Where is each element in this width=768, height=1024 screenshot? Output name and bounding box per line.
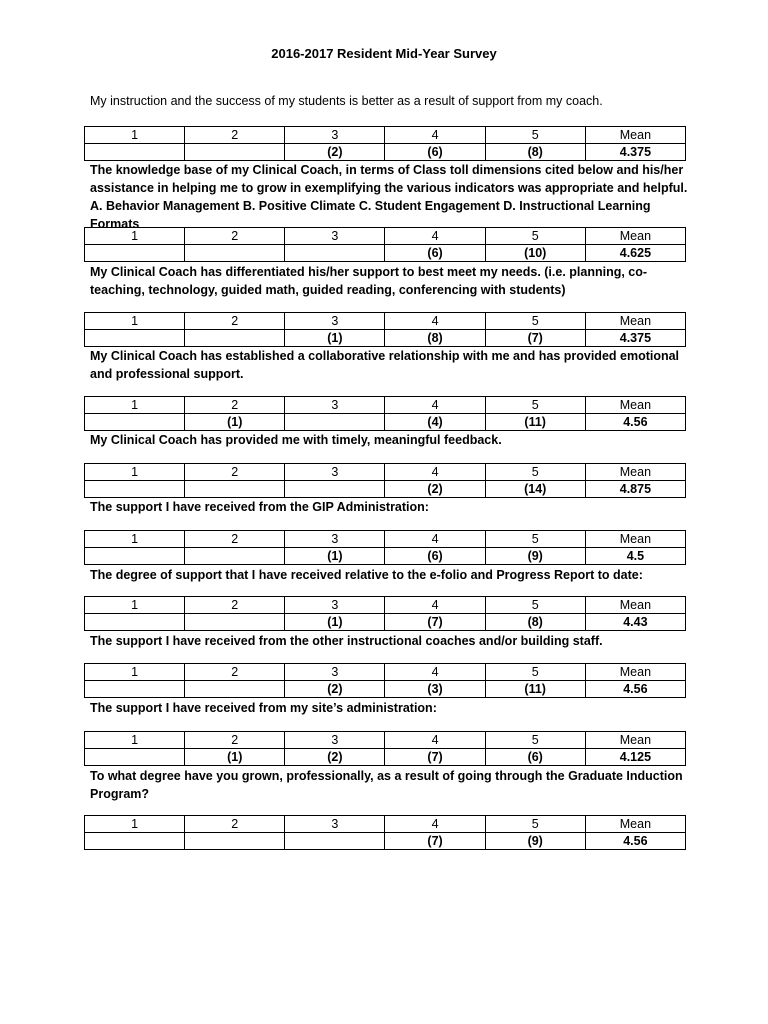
rating-table	[84, 312, 686, 347]
count-cell: (11)	[485, 414, 585, 431]
mean-value-cell: 4.5	[585, 548, 685, 565]
scale-header-cell: 4	[385, 127, 485, 144]
count-cell: (2)	[385, 481, 485, 498]
rating-table	[84, 663, 686, 698]
scale-header-cell: 4	[385, 228, 485, 245]
scale-header-cell: 3	[285, 228, 385, 245]
count-cell	[85, 245, 185, 262]
count-cell	[85, 144, 185, 161]
count-cell	[85, 548, 185, 565]
count-cell: (2)	[285, 681, 385, 698]
scale-header-cell: 5	[485, 597, 585, 614]
scale-header-cell: 3	[285, 816, 385, 833]
rating-header-row	[85, 732, 686, 749]
scale-header-cell: 5	[485, 228, 585, 245]
scale-header-cell: 2	[185, 228, 285, 245]
question-text: The support I have received from the other instructional coaches and/or building staff.	[90, 634, 603, 648]
scale-header-cell: 2	[185, 313, 285, 330]
count-cell: (1)	[185, 749, 285, 766]
count-cell: (10)	[485, 245, 585, 262]
rating-table	[84, 126, 686, 161]
scale-header-cell: 3	[285, 531, 385, 548]
count-cell	[185, 481, 285, 498]
question-text: My instruction and the success of my students is better as a result of support from my coach.	[90, 94, 603, 108]
scale-header-cell: 4	[385, 664, 485, 681]
mean-value-cell: 4.56	[585, 833, 685, 850]
count-cell: (8)	[485, 144, 585, 161]
count-cell: (1)	[185, 414, 285, 431]
count-cell: (9)	[485, 833, 585, 850]
question-text: My Clinical Coach has differentiated his/her support to best meet my needs. (i.e. planning, co-teaching, technology, guided math, guided reading, conferencing with students)	[90, 265, 648, 297]
rating-header-row	[85, 816, 686, 833]
rating-values-row	[85, 144, 686, 161]
mean-header-cell: Mean	[585, 732, 685, 749]
rating-header-row	[85, 397, 686, 414]
scale-header-cell: 3	[285, 597, 385, 614]
scale-header-cell: 2	[185, 664, 285, 681]
count-cell: (1)	[285, 330, 385, 347]
scale-header-cell: 4	[385, 732, 485, 749]
rating-values-row	[85, 481, 686, 498]
scale-header-cell: 2	[185, 397, 285, 414]
count-cell: (4)	[385, 414, 485, 431]
count-cell	[185, 614, 285, 631]
mean-header-cell: Mean	[585, 664, 685, 681]
count-cell: (1)	[285, 548, 385, 565]
mean-value-cell: 4.375	[585, 330, 685, 347]
mean-header-cell: Mean	[585, 313, 685, 330]
count-cell: (7)	[385, 614, 485, 631]
count-cell: (6)	[385, 548, 485, 565]
rating-values-row	[85, 245, 686, 262]
rating-header-row	[85, 127, 686, 144]
count-cell: (1)	[285, 614, 385, 631]
scale-header-cell: 5	[485, 816, 585, 833]
rating-table	[84, 227, 686, 262]
count-cell	[85, 481, 185, 498]
rating-header-row	[85, 664, 686, 681]
scale-header-cell: 1	[85, 664, 185, 681]
scale-header-cell: 3	[285, 397, 385, 414]
scale-header-cell: 4	[385, 313, 485, 330]
scale-header-cell: 2	[185, 732, 285, 749]
scale-header-cell: 2	[185, 816, 285, 833]
rating-values-row	[85, 414, 686, 431]
mean-value-cell: 4.56	[585, 681, 685, 698]
question-text: The support I have received from the GIP Administration:	[90, 500, 429, 514]
mean-header-cell: Mean	[585, 531, 685, 548]
mean-header-cell: Mean	[585, 816, 685, 833]
rating-header-row	[85, 464, 686, 481]
count-cell	[85, 414, 185, 431]
scale-header-cell: 3	[285, 313, 385, 330]
scale-header-cell: 4	[385, 597, 485, 614]
rating-values-row	[85, 614, 686, 631]
rating-table	[84, 731, 686, 766]
rating-values-row	[85, 681, 686, 698]
rating-table	[84, 815, 686, 850]
scale-header-cell: 1	[85, 397, 185, 414]
rating-table	[84, 530, 686, 565]
count-cell: (9)	[485, 548, 585, 565]
scale-header-cell: 3	[285, 127, 385, 144]
count-cell	[185, 330, 285, 347]
rating-values-row	[85, 749, 686, 766]
mean-value-cell: 4.43	[585, 614, 685, 631]
count-cell	[285, 414, 385, 431]
mean-value-cell: 4.56	[585, 414, 685, 431]
mean-header-cell: Mean	[585, 127, 685, 144]
rating-table	[84, 463, 686, 498]
count-cell	[85, 330, 185, 347]
scale-header-cell: 3	[285, 732, 385, 749]
question-text: My Clinical Coach has established a collaborative relationship with me and has provided emotional and professional support.	[90, 349, 680, 381]
count-cell: (14)	[485, 481, 585, 498]
mean-header-cell: Mean	[585, 597, 685, 614]
scale-header-cell: 1	[85, 127, 185, 144]
rating-values-row	[85, 330, 686, 347]
count-cell	[185, 681, 285, 698]
scale-header-cell: 5	[485, 531, 585, 548]
count-cell: (3)	[385, 681, 485, 698]
mean-value-cell: 4.625	[585, 245, 685, 262]
scale-header-cell: 4	[385, 531, 485, 548]
scale-header-cell: 2	[185, 464, 285, 481]
question-text: The support I have received from my site’s administration:	[90, 701, 437, 715]
count-cell: (8)	[385, 330, 485, 347]
scale-header-cell: 1	[85, 732, 185, 749]
count-cell	[185, 144, 285, 161]
count-cell	[85, 681, 185, 698]
scale-header-cell: 3	[285, 464, 385, 481]
count-cell: (7)	[385, 833, 485, 850]
scale-header-cell: 1	[85, 597, 185, 614]
mean-header-cell: Mean	[585, 464, 685, 481]
rating-table	[84, 396, 686, 431]
rating-header-row	[85, 313, 686, 330]
rating-values-row	[85, 833, 686, 850]
count-cell	[185, 245, 285, 262]
count-cell: (11)	[485, 681, 585, 698]
scale-header-cell: 4	[385, 816, 485, 833]
scale-header-cell: 2	[185, 127, 285, 144]
count-cell: (6)	[485, 749, 585, 766]
scale-header-cell: 1	[85, 313, 185, 330]
scale-header-cell: 3	[285, 664, 385, 681]
scale-header-cell: 1	[85, 531, 185, 548]
rating-values-row	[85, 548, 686, 565]
question-text: The knowledge base of my Clinical Coach, in terms of Class toll dimensions cited below and his/her assistance in helping me to grow in exemplifying the various indicators was appropriate and helpful. A. Behavior Management B. Positive Climate C. Student Engagement D. Instructional Learning Formats	[90, 163, 688, 231]
count-cell: (7)	[385, 749, 485, 766]
count-cell	[285, 245, 385, 262]
count-cell	[85, 614, 185, 631]
scale-header-cell: 2	[185, 531, 285, 548]
scale-header-cell: 2	[185, 597, 285, 614]
scale-header-cell: 1	[85, 816, 185, 833]
mean-value-cell: 4.125	[585, 749, 685, 766]
mean-header-cell: Mean	[585, 228, 685, 245]
count-cell: (2)	[285, 749, 385, 766]
count-cell	[185, 548, 285, 565]
scale-header-cell: 5	[485, 127, 585, 144]
count-cell: (6)	[385, 245, 485, 262]
count-cell	[285, 833, 385, 850]
question-text: The degree of support that I have received relative to the e-folio and Progress Report to date:	[90, 568, 643, 582]
count-cell	[185, 833, 285, 850]
scale-header-cell: 5	[485, 732, 585, 749]
rating-header-row	[85, 531, 686, 548]
scale-header-cell: 4	[385, 464, 485, 481]
scale-header-cell: 5	[485, 313, 585, 330]
scale-header-cell: 5	[485, 464, 585, 481]
count-cell	[85, 833, 185, 850]
count-cell	[85, 749, 185, 766]
rating-table	[84, 596, 686, 631]
count-cell: (6)	[385, 144, 485, 161]
mean-value-cell: 4.875	[585, 481, 685, 498]
scale-header-cell: 5	[485, 397, 585, 414]
count-cell: (7)	[485, 330, 585, 347]
count-cell: (2)	[285, 144, 385, 161]
scale-header-cell: 1	[85, 228, 185, 245]
rating-header-row	[85, 597, 686, 614]
mean-header-cell: Mean	[585, 397, 685, 414]
scale-header-cell: 4	[385, 397, 485, 414]
scale-header-cell: 5	[485, 664, 585, 681]
count-cell	[285, 481, 385, 498]
page-title: 2016-2017 Resident Mid-Year Survey	[271, 46, 497, 61]
mean-value-cell: 4.375	[585, 144, 685, 161]
rating-header-row	[85, 228, 686, 245]
scale-header-cell: 1	[85, 464, 185, 481]
question-text: My Clinical Coach has provided me with timely, meaningful feedback.	[90, 433, 502, 447]
question-text: To what degree have you grown, professionally, as a result of going through the Graduate Induction Program?	[90, 769, 683, 801]
count-cell: (8)	[485, 614, 585, 631]
